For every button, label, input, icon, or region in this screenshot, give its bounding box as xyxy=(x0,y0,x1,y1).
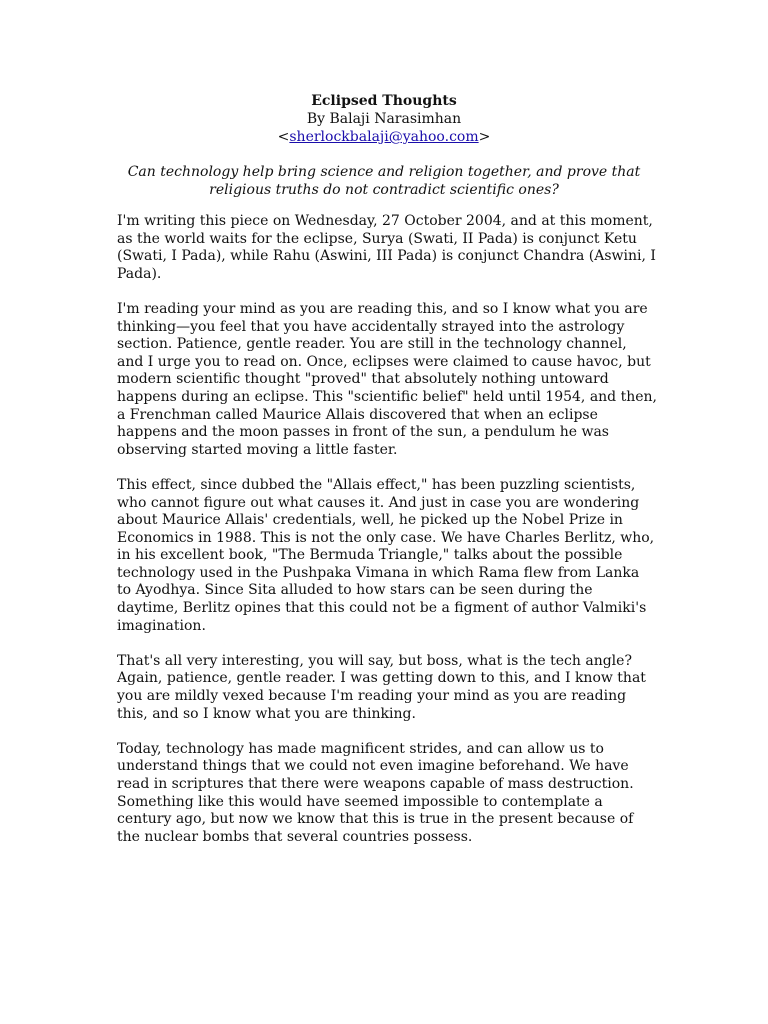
body-paragraph: This effect, since dubbed the "Allais effect," has been puzzling scientists, who cannot figure out what causes it. And just in case you are wondering about Maurice Allais' credentials, well, he picked up the Nobel Prize in Economics in 1988. This is not the only case. We have Charles Berlitz, who, in his excellent book, "The Bermuda Triangle," talks about the possible technology used in the Pushpaka Vimana in which Rama flew from Lanka to Ayodhya. Since Sita alluded to how stars can be seen during the daytime, Berlitz opines that this could not be a figment of author Valmiki's imagination. xyxy=(117,476,655,634)
body-paragraph: That's all very interesting, you will say, but boss, what is the tech angle? Again, patience, gentle reader. I was getting down to this, and I know that you are mildly vexed because I'm reading your mind as you are reading this, and so I know what you are thinking. xyxy=(117,652,646,722)
email-close-bracket: > xyxy=(478,129,491,145)
body-paragraph: I'm writing this piece on Wednesday, 27 October 2004, and at this moment, as the world waits for the eclipse, Surya (Swati, II Pada) is conjunct Ketu (Swati, I Pada), while Rahu (Aswini, III Pada) is conjunct Chandra (Aswini, I Pada). xyxy=(117,213,656,282)
article-subtitle: Can technology help bring science and religion together, and prove that religious truths do not contradict scientific ones? xyxy=(127,164,641,198)
document-header xyxy=(100,92,668,146)
author-email-line xyxy=(100,128,668,146)
article-body xyxy=(117,213,657,864)
email-open-bracket: < xyxy=(277,129,290,145)
author-email-link[interactable]: sherlockbalaji@yahoo.com xyxy=(289,129,479,145)
document-title: Eclipsed Thoughts xyxy=(311,93,457,109)
author-byline: By Balaji Narasimhan xyxy=(306,111,462,127)
body-paragraph: Today, technology has made magnificent strides, and can allow us to understand things that we could not even imagine beforehand. We have read in scriptures that there were weapons capable of mass destruction. Something like this would have seemed impossible to contemplate a century ago, but now we know that this is true in the present because of the nuclear bombs that several countries possess. xyxy=(117,740,634,845)
body-paragraph: I'm reading your mind as you are reading this, and so I know what you are thinking—you feel that you have accidentally strayed into the astrology section. Patience, gentle reader. You are still in the technology channel, and I urge you to read on. Once, eclipses were claimed to cause havoc, but modern scientific thought "proved" that absolutely nothing untoward happens during an eclipse. This "scientific belief" held until 1954, and then, a Frenchman called Maurice Allais discovered that when an eclipse happens and the moon passes in front of the sun, a pendulum he was observing started moving a little faster. xyxy=(117,300,657,458)
